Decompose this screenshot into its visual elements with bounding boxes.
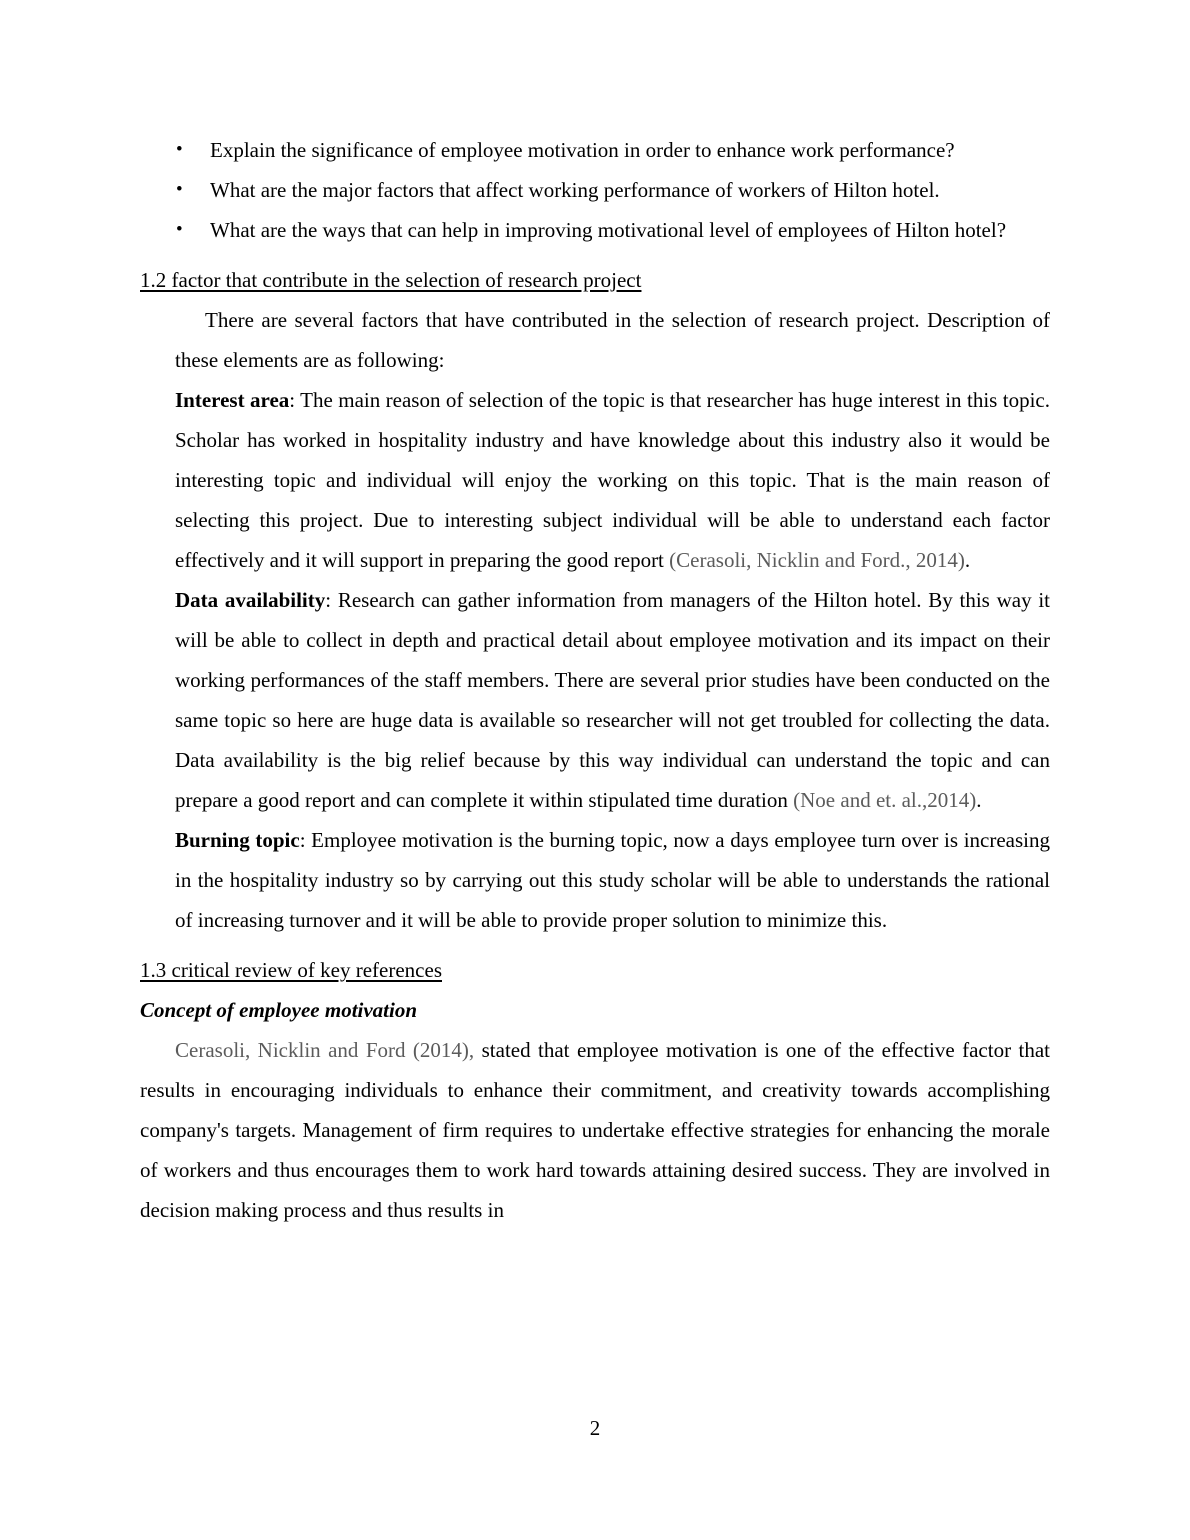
research-questions-list (140, 130, 1050, 250)
burning-topic-paragraph (175, 820, 1050, 940)
list-item (140, 210, 1050, 250)
data-availability-citation: (Noe and et. al.,2014) (793, 788, 977, 812)
bullet-icon: • (176, 219, 183, 240)
interest-area-body: The main reason of selection of the topic is that researcher has huge interest in this topic. Scholar has worked in hospitality industry and have knowledge about this industry also it would be interesting topic and individual will enjoy the working on this topic. That is the main reason of selecting this project. Due to interesting subject individual will be able to understand each factor effectively and it will support in preparing the good report (175, 388, 1050, 572)
data-availability-lead: Data availability (175, 588, 326, 612)
section-1-3-paragraph (140, 1030, 1050, 1230)
interest-area-separator: : (289, 388, 301, 412)
data-availability-paragraph (175, 580, 1050, 820)
list-item-text: What are the major factors that affect working performance of workers of Hilton hotel. (210, 178, 940, 202)
burning-topic-body: Employee motivation is the burning topic, now a days employee turn over is increasing in the hospitality industry so by carrying out this study scholar will be able to understands the rational of increasing turnover and it will be able to provide proper solution to minimize this. (175, 828, 1050, 932)
section-heading-1-3 (140, 950, 1050, 990)
bullet-icon: • (176, 139, 183, 160)
section-heading-1-2 (140, 260, 1050, 300)
section-1-2-intro-paragraph: There are several factors that have contributed in the selection of research project. Description of these elements are as following: (175, 308, 1050, 372)
burning-topic-lead: Burning topic (175, 828, 300, 852)
burning-topic-separator: : (299, 828, 312, 852)
section-heading-1-3-text: 1.3 critical review of key references (140, 958, 442, 982)
interest-area-lead: Interest area (175, 388, 290, 412)
interest-area-tail: . (964, 548, 971, 572)
section-1-3-body: stated that employee motivation is one of the effective factor that results in encouraging individuals to enhance their commitment, and creativity towards accomplishing company's targets. Management of firm requires to undertake effective strategies for enhancing the morale of workers and thus encourages them to work hard towards attaining desired success. They are involved in decision making process and thus results in (140, 1038, 1051, 1222)
interest-area-paragraph (175, 380, 1050, 580)
page-content (140, 130, 1050, 1230)
data-availability-tail: . (976, 788, 982, 812)
sub-heading-concept-of-employee-motivation: Concept of employee motivation (140, 998, 418, 1022)
bullet-icon: • (176, 179, 183, 200)
interest-area-citation: (Cerasoli, Nicklin and Ford., 2014) (669, 548, 965, 572)
list-item (140, 170, 1050, 210)
list-item (140, 130, 1050, 170)
section-heading-1-2-text: 1.2 factor that contribute in the selection of research project (140, 268, 642, 292)
section-1-3-citation: Cerasoli, Nicklin and Ford (2014), (175, 1038, 475, 1062)
list-item-text: What are the ways that can help in improving motivational level of employees of Hilton hotel? (210, 218, 1007, 242)
list-item-text: Explain the significance of employee motivation in order to enhance work performance? (210, 138, 955, 162)
data-availability-body: Research can gather information from managers of the Hilton hotel. By this way it will be able to collect in depth and practical detail about employee motivation and its impact on their working performances of the staff members. There are several prior studies have been conducted on the same topic so here are huge data is available so researcher will not get troubled for collecting the data. Data availability is the big relief because by this way individual can understand the topic and can prepare a good report and can complete it within stipulated time duration (175, 588, 1050, 812)
page-number: 2 (589, 1416, 601, 1440)
data-availability-separator: : (325, 588, 338, 612)
